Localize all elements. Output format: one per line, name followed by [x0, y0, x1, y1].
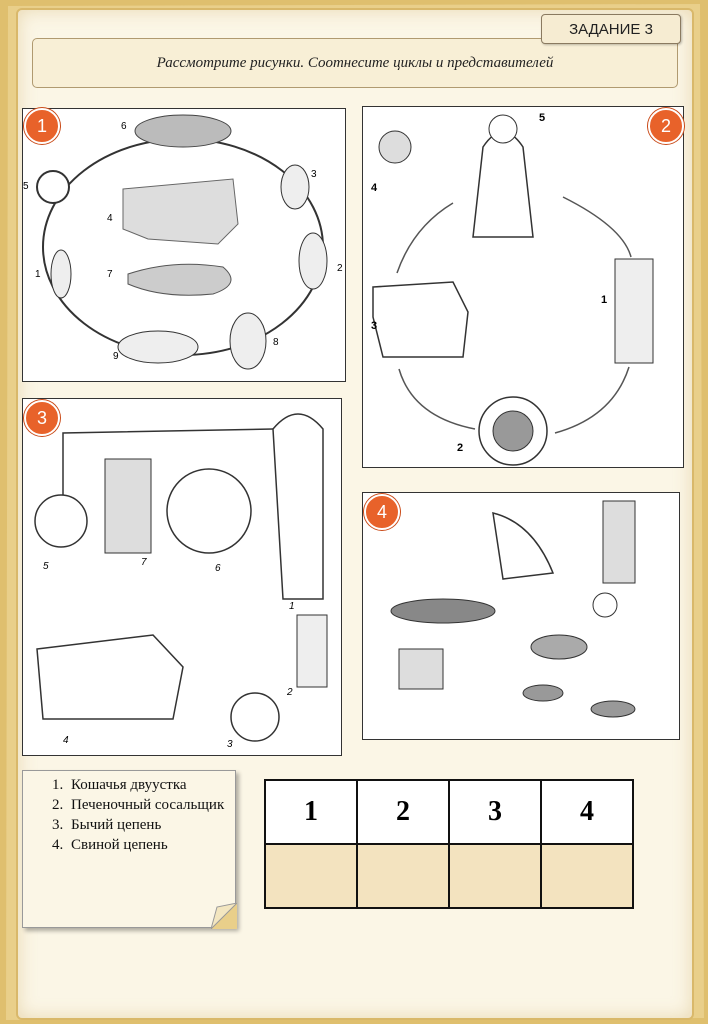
panel-1-label: 6: [121, 121, 127, 132]
cycle-panel-4: [362, 492, 680, 740]
cycle-panel-3: [22, 398, 342, 756]
panel-2-label: 4: [371, 182, 378, 194]
answer-cell[interactable]: [357, 844, 449, 908]
answer-cell[interactable]: [541, 844, 633, 908]
panel-3-label: 2: [287, 687, 293, 698]
panel-1-label: 2: [337, 263, 343, 274]
panel-3-label: 6: [215, 563, 221, 574]
panel-2-label: 5: [539, 112, 546, 124]
panel-badge-2: 2: [648, 108, 684, 144]
panel-3-label: 3: [227, 739, 233, 750]
option-item: 1. Кошачья двуустка: [67, 775, 235, 795]
liver-fluke-cycle-drawing: [23, 109, 345, 381]
panel-badge-1: 1: [24, 108, 60, 144]
answer-header-cell: 1: [265, 780, 357, 844]
task-label-text: ЗАДАНИЕ 3: [569, 20, 653, 38]
answer-header-cell: 3: [449, 780, 541, 844]
answer-cell[interactable]: [265, 844, 357, 908]
cycle-panel-2: [362, 106, 684, 468]
instruction-text: Рассмотрите рисунки. Соотнесите циклы и представителей: [156, 54, 554, 71]
option-item: 2. Печеночный сосальщик: [67, 795, 235, 815]
panel-3-label: 7: [141, 557, 147, 568]
panel-1-label: 5: [23, 181, 29, 192]
cat-fluke-cycle-drawing: [363, 493, 679, 739]
answer-table-header-row: [265, 780, 633, 844]
panel-1-label: 4: [107, 213, 113, 224]
panel-1-label: 1: [35, 269, 41, 280]
panel-2-label: 3: [371, 320, 378, 332]
answer-table: [264, 779, 634, 909]
panel-1-label: 7: [107, 269, 113, 280]
panel-1-label: 9: [113, 351, 119, 362]
task-label: [541, 14, 681, 44]
cycle-panel-1: [22, 108, 346, 382]
option-item: 4. Свиной цепень: [67, 835, 235, 855]
instruction-box: [32, 38, 678, 88]
bovine-tapeworm-cycle-drawing: [363, 107, 683, 467]
options-list-box: [22, 770, 236, 928]
pork-tapeworm-cycle-drawing: [23, 399, 341, 755]
panel-2-label: 1: [601, 294, 608, 306]
panel-badge-4: 4: [364, 494, 400, 530]
panel-3-label: 1: [289, 601, 295, 612]
panel-1-label: 3: [311, 169, 317, 180]
answer-cell[interactable]: [449, 844, 541, 908]
answer-header-cell: 2: [357, 780, 449, 844]
panel-badge-3: 3: [24, 400, 60, 436]
answer-header-cell: 4: [541, 780, 633, 844]
page-fold-corner: [211, 903, 237, 929]
answer-table-input-row: [265, 844, 633, 908]
panel-2-label: 2: [457, 442, 464, 454]
panel-1-label: 8: [273, 337, 279, 348]
panel-3-label: 5: [43, 561, 49, 572]
option-item: 3. Бычий цепень: [67, 815, 235, 835]
panel-3-label: 4: [63, 735, 69, 746]
options-list: [23, 775, 235, 855]
